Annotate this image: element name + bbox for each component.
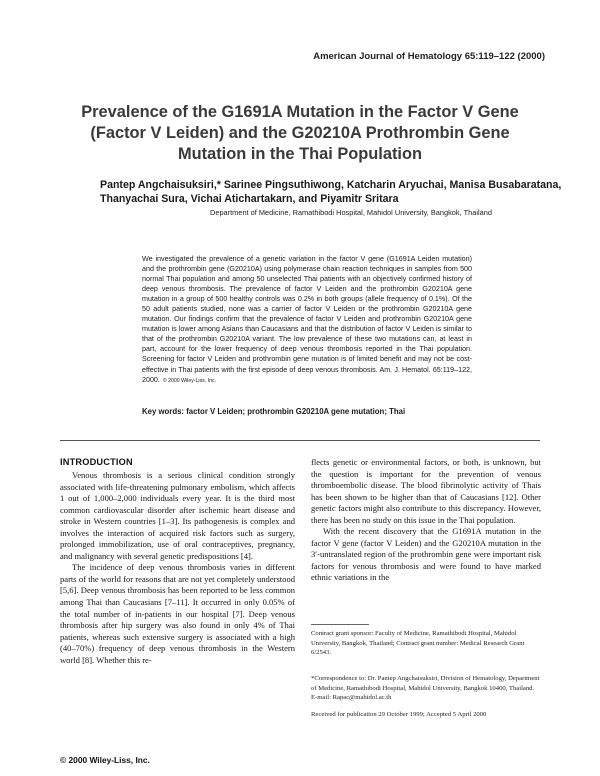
- body-paragraph: With the recent discovery that the G1691A mutation in the factor V gene (factor V Leiden) and the G20210A mutation in the 3′-untranslated region of the prothrombin gene were important risk factors for venous thrombosis and were found to have marked ethnic variations in the: [311, 526, 541, 583]
- abstract-text: We investigated the prevalence of a genetic variation in the factor V gene (G1691A Leiden mutation) and the prothrombin gene (G20210A) using polymerase chain reaction techniques in samples from 500 normal Thai population and among 50 unselected Thai patients with an objectively confirmed history of deep venous thrombosis. The prevalence of factor V Leiden and the prothrombin G20210A gene mutation in a group of 500 healthy controls was 0.2% in both groups (allele frequency of 0.1%). Of the 50 adult patients studied, none was a carrier of factor V Leiden or the prothrombin G20210A gene mutation. Our findings confirm that the prevalence of factor V Leiden and prothrombin G20210A gene mutation is lower among Asians than Caucasians and that the distribution of factor V Leiden is similar to that of the prothrombin G20210A variant. The low prevalence of these two mutations can, at least in part, account for the lower frequency of deep venous thrombosis reported in the Thai population. Screening for factor V Leiden and prothrombin gene mutation is of limited benefit and may not be cost-effective in Thai patients with the first episode of deep venous thrombosis. Am. J. Hematol. 65:119–122, 2000.: [142, 255, 472, 384]
- author-line: Pantep Angchaisuksiri,* Sarinee Pingsuthiwong, Katcharin Aryuchai, Manisa Busabaratana,: [100, 179, 562, 191]
- footnote-correspondence: *Correspondence to: Dr. Pantep Angchaisuksiri, Division of Hematology, Department of Medicine, Ramathibodi Hospital, Mahidol University, Bangkok 10400, Thailand. E-mail: Rapac@mahidol.ac.th: [311, 675, 540, 702]
- affiliation: Department of Medicine, Ramathibodi Hospital, Mahidol University, Bangkok, Thailand: [210, 208, 492, 217]
- body-column-right: [311, 457, 541, 584]
- title-line: (Factor V Leiden) and the G20210A Prothrombin Gene: [90, 124, 510, 142]
- title-line: Mutation in the Thai Population: [177, 145, 422, 163]
- footnote-grant: Contract grant sponsor: Faculty of Medicine, Ramathibodi Hospital, Mahidol University, Bangkok, Thailand; Contract grant number: Medical Research Grant 6/2543.: [311, 630, 525, 657]
- abstract: [142, 254, 472, 386]
- journal-citation: American Journal of Hematology 65:119–122 (2000): [313, 51, 545, 62]
- author-line: Thanyachai Sura, Vichai Atichartakarn, and Piyamitr Sritara: [100, 193, 399, 205]
- section-heading-introduction: INTRODUCTION: [60, 457, 133, 467]
- body-paragraph: The incidence of deep venous thrombosis varies in different parts of the world for reasons that are not yet completely understood [5,6]. Deep venous thrombosis has been reported to be less common among Thai than Caucasians [7–11]. It occurred in only 0.05% of the total number of in-patients in our hospital [7]. Deep venous thrombosis after hip surgery was also found in only 4% of Thai patients, whereas such extensive surgery is associated with a high (40–70%) frequency of deep venous thrombosis in the Western world [8]. Whether this re-: [60, 562, 295, 665]
- footer-copyright: © 2000 Wiley-Liss, Inc.: [60, 755, 150, 765]
- keywords: Key words: factor V Leiden; prothrombin G20210A gene mutation; Thai: [142, 407, 406, 416]
- section-divider: [60, 440, 540, 441]
- title-line: Prevalence of the G1691A Mutation in the Factor V Gene: [81, 103, 519, 121]
- body-column-left: [60, 470, 295, 666]
- body-paragraph: Venous thrombosis is a serious clinical condition strongly associated with life-threatening pulmonary embolism, which affects 1 out of 1,000–2,000 individuals every year. It is the third most common cardiovascular disorder after ischemic heart disease and stroke in Western countries [1–3]. Its pathogenesis is complex and involves the interaction of acquired risk factors such as surgery, prolonged immobilization, use of oral contraceptives, pregnancy, and malignancy with several genetic predispositions [4].: [60, 470, 295, 561]
- footnote-divider: [311, 624, 369, 625]
- abstract-copyright: © 2000 Wiley-Liss, Inc.: [162, 377, 216, 384]
- author-list: [100, 178, 570, 206]
- footnote-received: Received for publication 29 October 1999; Accepted 5 April 2000: [311, 711, 487, 718]
- article-title: [40, 102, 560, 165]
- body-paragraph: flects genetic or environmental factors, or both, is unknown, but the question is important for the prevention of venous thromboembolic disease. The blood fibrinolytic activity of Thais has been shown to be higher than that of Caucasians [12]. Other genetic factors might also contribute to this discrepancy. However, there has been no study on this issue in the Thai population.: [311, 457, 541, 525]
